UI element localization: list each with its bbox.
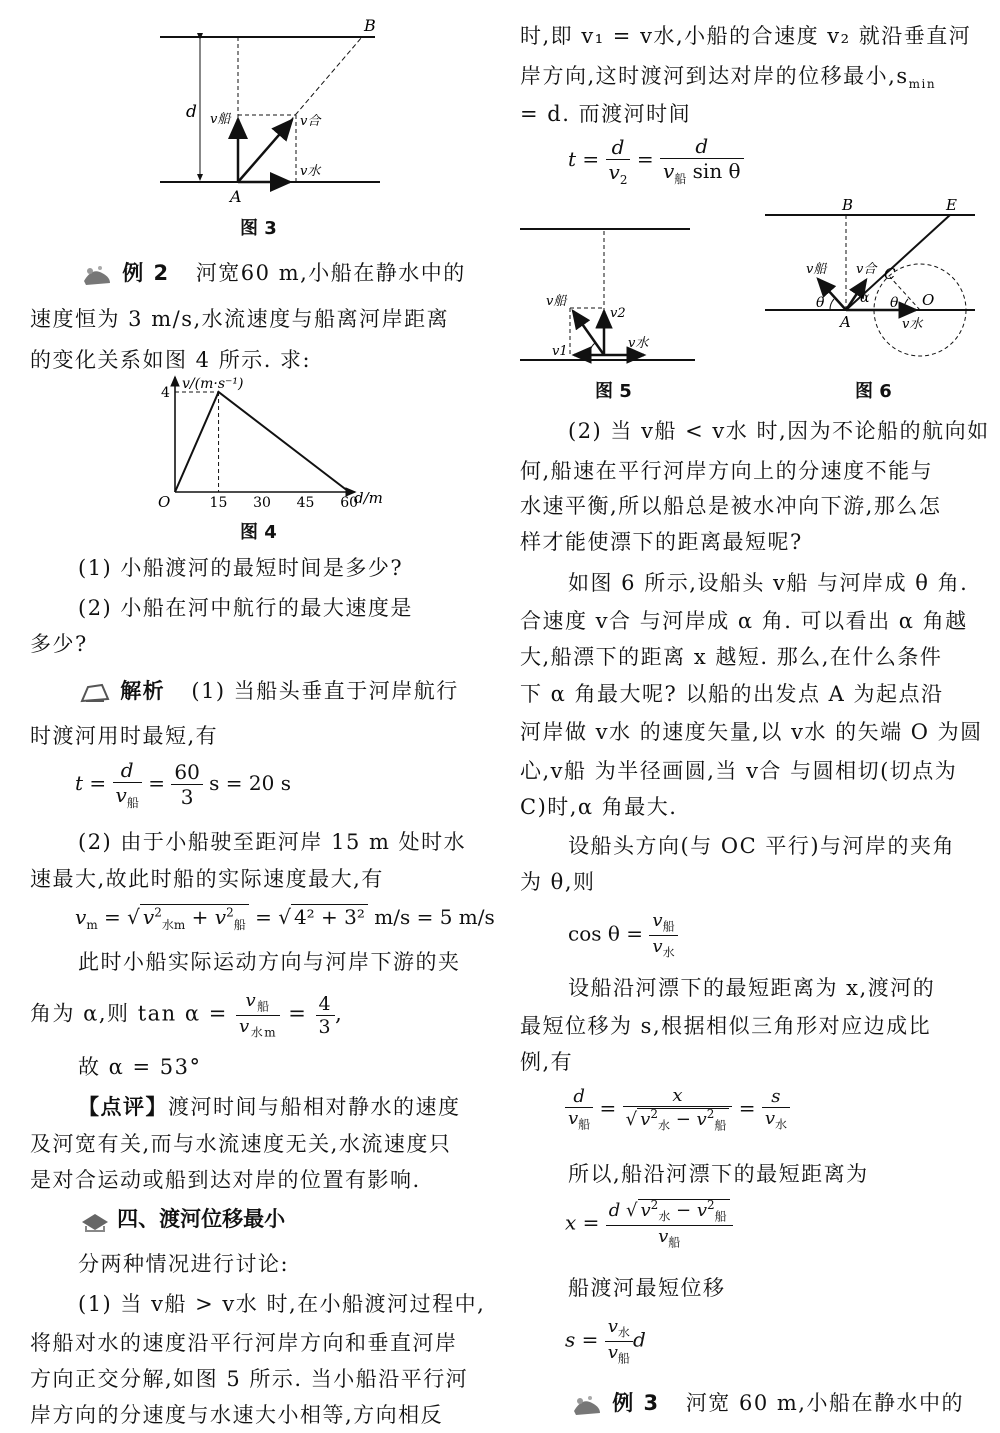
eq-t-result: s = 20 s (209, 771, 291, 795)
equation-t: t = $\frac{d}{v_船}$ = $\frac{60}{3}$ s = 20 s (75, 758, 291, 810)
eq-sin: sin θ (692, 159, 741, 183)
example-3-title: 例 3 (612, 1391, 660, 1415)
para-4-line-1: 设船头方向(与 OC 平行)与河岸的夹角 (568, 834, 956, 858)
question-2-line-2: 多少? (30, 632, 88, 656)
tan-denominator: 3 (318, 1015, 333, 1038)
fig5-label-v-water: v水 (628, 336, 649, 351)
eq-cos-left: cos θ = (568, 921, 644, 946)
chart-series-line (175, 392, 349, 492)
fig6-label-c: C (884, 265, 896, 283)
section-4-line-2: (1) 当 v船 > v水 时,在小船渡河过程中, (78, 1292, 486, 1316)
right-line-2-sub: min (908, 77, 937, 92)
chart-x-tick-label: 45 (296, 495, 315, 511)
figure-3 (150, 15, 390, 215)
para-6: 所以,船沿河漂下的最短距离为 (568, 1162, 869, 1186)
comment-line-2: 及河宽有关,而与水流速度无关,水流速度只 (30, 1132, 452, 1156)
fig6-label-theta-right: θ (890, 295, 899, 311)
section-4-line-3: 将船对水的速度沿平行河岸方向和垂直河岸 (30, 1331, 458, 1355)
fig6-label-e: E (946, 196, 957, 214)
chart-y-label: v/(m·s⁻¹) (182, 376, 244, 392)
eq-vm-result: m/s = 5 m/s (374, 905, 495, 929)
eq-vm-numbers: 4² + 3² (291, 904, 368, 929)
fig6-label-alpha: α (860, 290, 870, 306)
example-3-line-1 (570, 1387, 964, 1417)
comment-line-3: 是对合运动或船到达对岸的位置有影响. (30, 1168, 421, 1192)
fig6-label-b: B (842, 196, 854, 214)
section-4-line-4: 方向正交分解,如图 5 所示. 当小船沿平行河 (30, 1367, 469, 1391)
example-3-icon (570, 1393, 604, 1417)
analysis-2-line-2: 速最大,故此时船的实际速度最大,有 (30, 867, 384, 891)
equation-cos: cos θ = $\frac{v_船}{v_水}$ (568, 910, 678, 960)
chart-origin: O (158, 493, 171, 511)
example-2-text-1: 河宽60 m,小船在静水中的 (195, 261, 466, 285)
fig3-label-v-water: v水 (300, 164, 321, 179)
para-3-line-4: 下 α 角最大呢? 以船的出发点 A 为起点沿 (520, 682, 944, 706)
analysis-line-2: 时渡河用时最短,有 (30, 724, 219, 748)
example-2-title: 例 2 (122, 261, 170, 285)
section-4-line-5: 岸方向的分速度与水速大小相等,方向相反 (30, 1403, 444, 1427)
fig3-label-a: A (230, 187, 242, 206)
fig6-label-theta-left: θ (816, 295, 825, 311)
right-line-2-text: 岸方向,这时渡河到达对岸的位移最小,s (520, 64, 909, 88)
analysis-4: 故 α = 53° (78, 1055, 202, 1079)
fig6-label-v-sum: v合 (856, 262, 877, 277)
fig5-label-v1: v1 (552, 344, 568, 359)
section-icon (78, 1210, 112, 1234)
right-column (520, 0, 990, 1433)
fig5-label-v-boat: v船 (546, 294, 567, 309)
para-3-line-1: 如图 6 所示,设船头 v船 与河岸成 θ 角. (568, 571, 969, 595)
figure-5-caption: 图 5 (595, 381, 632, 402)
para-4-line-2: 为 θ,则 (520, 870, 596, 894)
figure-6-caption: 图 6 (855, 381, 892, 402)
analysis-3-prefix: 角为 α,则 tan α = (30, 1001, 228, 1026)
para-3-line-2: 合速度 v合 与河岸成 α 角. 可以看出 α 角越 (520, 609, 968, 633)
fig3-label-v-boat: v船 (210, 112, 231, 127)
fig6-label-a: A (840, 313, 851, 331)
analysis-3-line-1: 此时小船实际运动方向与河岸下游的夹 (78, 950, 461, 974)
question-2-line-1: (2) 小船在河中航行的最大速度是 (78, 596, 413, 620)
section-4-heading (78, 1203, 285, 1234)
example-3-text-1: 河宽 60 m,小船在静水中的 (685, 1391, 964, 1415)
equation-ratio: $\frac{d}{v_船}$ = $\frac{x}{√ v^2_水 - v^2_船}$ = $\frac{s}{v_水}$ (565, 1085, 790, 1134)
right-line-1: 时,即 v₁ = v水,小船的合速度 v₂ 就沿垂直河 (520, 24, 972, 48)
example-2-line-3: 的变化关系如图 4 所示. 求: (30, 348, 312, 372)
para-5-line-1: 设船沿河漂下的最短距离为 x,渡河的 (568, 976, 936, 1000)
eq-t-numerator: 60 (171, 760, 202, 785)
analysis-line-1 (78, 675, 459, 705)
analysis-text-1: (1) 当船头垂直于河岸航行 (191, 679, 459, 703)
analysis-3-line-2: 角为 α,则 tan α = $\frac{v_船}{v_{水m}}$ = $\frac{4}{3}$ , (30, 990, 344, 1040)
section-4-line-1: 分两种情况进行讨论: (78, 1252, 290, 1276)
chart-y-tick-label: 4 (161, 385, 170, 401)
para-2-line-3: 水速平衡,所以船总是被水冲向下游,那么怎 (520, 494, 942, 518)
para-3-line-6: 心,v船 为半径画圆,当 v合 与圆相切(切点为 (520, 759, 958, 783)
para-2-line-2: 何,船速在平行河岸方向上的分速度不能与 (520, 459, 934, 483)
comment-text-1: 渡河时间与船相对静水的速度 (168, 1095, 461, 1119)
equation-time: t = $\frac{d}{v_2}$ = $\frac{d}{v_船 \sin \theta}$ (568, 134, 744, 187)
left-column (30, 0, 495, 1433)
chart-x-label: d/m (354, 489, 383, 507)
para-7: 船渡河最短位移 (568, 1276, 726, 1300)
fig6-label-o: O (922, 291, 935, 309)
para-5-line-3: 例,有 (520, 1050, 574, 1074)
section-4-title: 四、渡河位移最小 (117, 1207, 286, 1231)
chart-x-tick-label: 60 (340, 495, 359, 511)
analysis-icon (78, 681, 112, 705)
example-icon (80, 263, 114, 287)
fig3-label-b: B (364, 16, 376, 35)
para-2-line-4: 样才能使漂下的距离最短呢? (520, 530, 803, 554)
equation-s: s = $\frac{v_水}{v_船}$ d (565, 1316, 646, 1366)
fig6-label-v-water: v水 (902, 317, 923, 332)
question-1: (1) 小船渡河的最短时间是多少? (78, 556, 404, 580)
example-2-line-2: 速度恒为 3 m/s,水流速度与船离河岸距离 (30, 307, 450, 331)
comment-line-1 (78, 1091, 461, 1121)
figure-5 (520, 215, 700, 375)
equation-x: x = $\frac{d √ v^2_水 - v^2_船}{v_船}$ (565, 1198, 733, 1250)
para-3-line-5: 河岸做 v水 的速度矢量,以 v水 的矢端 O 为圆 (520, 720, 983, 744)
figure-4-caption: 图 4 (240, 522, 277, 543)
fig3-label-v-sum: v合 (300, 114, 321, 129)
tan-numerator: 4 (316, 993, 336, 1016)
eq-t-denominator: 3 (180, 785, 194, 809)
para-5-line-2: 最短位移为 s,根据相似三角形对应边成比 (520, 1014, 932, 1038)
analysis-title: 解析 (120, 679, 166, 703)
chart-x-tick-label: 30 (253, 495, 271, 511)
equation-vm: $v_m$ = √ $v^2_{水m} + v^2_船$ = √ 4² + 3² m/s = 5 m/s (75, 905, 495, 932)
para-3-line-7: C)时,α 角最大. (520, 795, 678, 819)
figure-3-caption: 图 3 (240, 218, 277, 239)
fig3-label-d: d (186, 102, 197, 122)
right-line-2 (520, 60, 936, 91)
analysis-2-line-1: (2) 由于小船驶至距河岸 15 m 处时水 (78, 830, 467, 854)
comment-tag: 【点评】 (78, 1095, 168, 1119)
para-2-line-1: (2) 当 v船 < v水 时,因为不论船的航向如 (568, 419, 990, 443)
para-3-line-3: 大,船漂下的距离 x 越短. 那么,在什么条件 (520, 645, 943, 669)
right-line-3: = d. 而渡河时间 (520, 102, 692, 126)
example-2-line-1 (80, 257, 466, 287)
chart-x-tick-label: 15 (209, 495, 228, 511)
fig5-label-v2: v2 (610, 306, 626, 321)
figure-6 (760, 195, 980, 385)
fig6-label-v-boat: v船 (806, 262, 827, 277)
figure-4-chart (150, 372, 390, 512)
